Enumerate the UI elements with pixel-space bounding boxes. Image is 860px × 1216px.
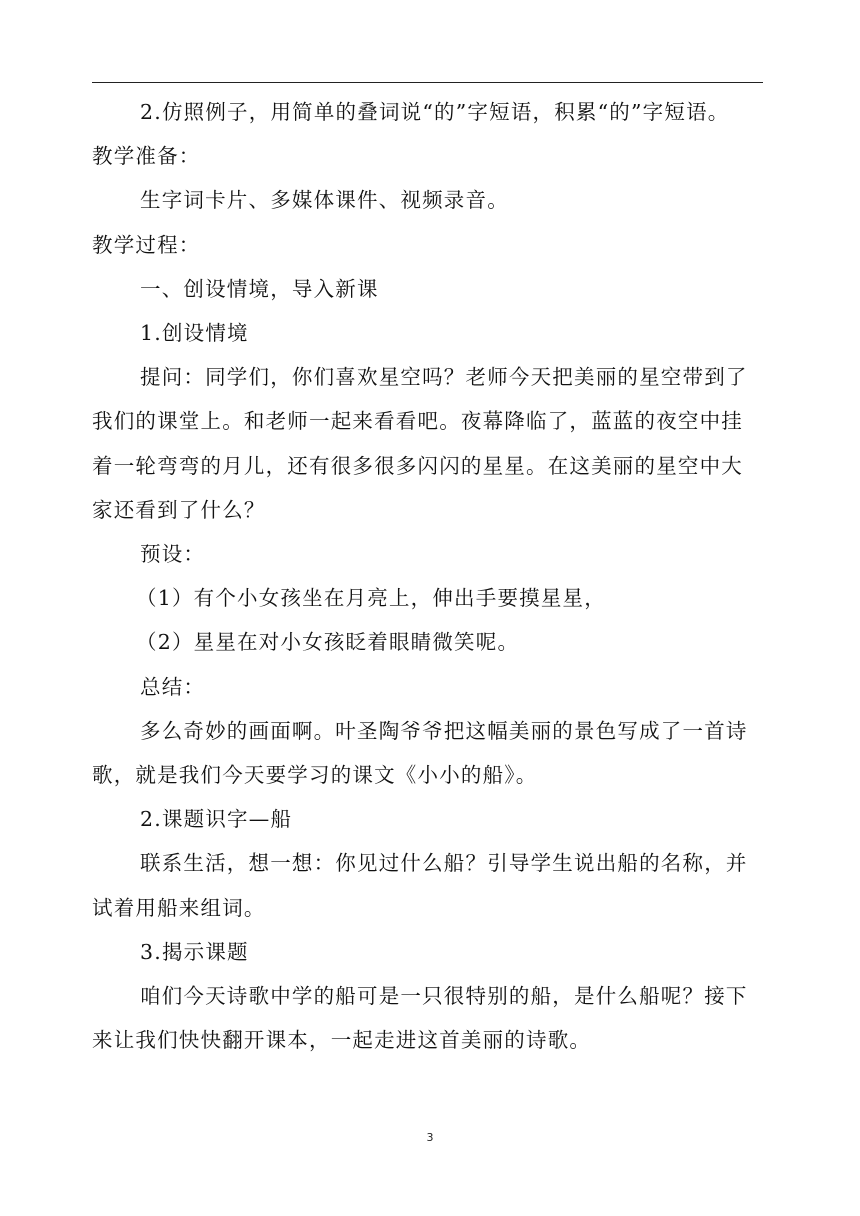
objective-paragraph: 2.仿照例子，用简单的叠词说“的”字短语，积累“的”字短语。 bbox=[140, 100, 730, 124]
preset-item-1: （1）有个小女孩坐在月亮上，伸出手要摸星星， bbox=[136, 586, 606, 611]
preset-label: 预设： bbox=[140, 542, 206, 567]
substep-heading-title-literacy: 2.课题识字—船 bbox=[140, 807, 293, 832]
reveal-title-paragraph: 咱们今天诗歌中学的船可是一只很特别的船，是什么船呢？接下来让我们快快翻开课本，一起走进这首美丽的诗歌。 bbox=[92, 984, 748, 1053]
section-heading-preparation: 教学准备： bbox=[92, 144, 201, 169]
substep-heading-reveal-title: 3.揭示课题 bbox=[140, 939, 249, 964]
substep-heading-scene: 1.创设情境 bbox=[140, 321, 249, 346]
preset-item-2: （2）星星在对小女孩眨着眼睛微笑呢。 bbox=[136, 630, 520, 655]
question-paragraph: 提问：同学们，你们喜欢星空吗？老师今天把美丽的星空带到了我们的课堂上。和老师一起来看看吧。夜幕降临了，蓝蓝的夜空中挂着一轮弯弯的月儿，还有很多很多闪闪的星星。在这美丽的星空中大家还看到了什么？ bbox=[92, 365, 748, 522]
step-heading-one: 一、创设情境，导入新课 bbox=[140, 276, 379, 301]
life-connection-paragraph: 联系生活，想一想：你见过什么船？引导学生说出船的名称，并试着用船来组词。 bbox=[92, 851, 748, 920]
preparation-items: 生字词卡片、多媒体课件、视频录音。 bbox=[140, 188, 509, 213]
summary-label: 总结： bbox=[140, 674, 206, 699]
document-body bbox=[92, 90, 763, 1062]
header-rule bbox=[92, 82, 763, 83]
section-heading-process: 教学过程： bbox=[92, 232, 201, 257]
summary-paragraph: 多么奇妙的画面啊。叶圣陶爷爷把这幅美丽的景色写成了一首诗歌，就是我们今天要学习的课文《小小的船》。 bbox=[92, 718, 748, 788]
page-number: 3 bbox=[426, 1131, 434, 1144]
